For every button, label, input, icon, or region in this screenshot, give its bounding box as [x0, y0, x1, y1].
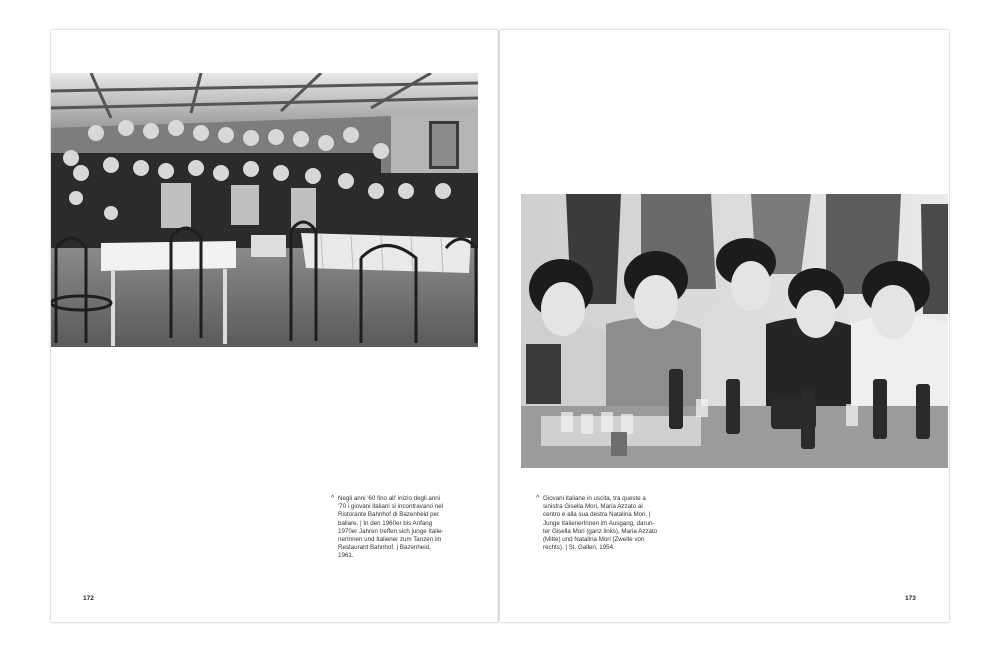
caption-marker: ^: [331, 495, 335, 502]
caption-marker: ^: [536, 495, 540, 502]
left-page: [51, 30, 498, 622]
photo-dance-hall-group: [51, 73, 478, 347]
page-number-right: 173: [905, 595, 916, 602]
right-page: [500, 30, 949, 622]
photo-young-women-image: [521, 194, 948, 468]
photo-dance-hall-image: [51, 73, 478, 347]
caption-text: Negli anni '60 fino all' inizio degli anni '70 i giovani italiani si incontravano nel Ristorante Bahnhof di Bazenheid per ballare. | In den 1960er bis Anfang 1970er Jahren treffen sich junge Italie- nerInnen und Italiener zum Tanzen im Restaurant Bahnhof. | Bazenheid, 1961.: [338, 495, 444, 560]
page-number-left: 172: [83, 595, 94, 602]
caption-left: [331, 495, 456, 561]
caption-text: Giovani italiane in uscita, tra queste a sinistra Gisella Mori, Maria Azzato al centro e alla sua destra Natalina Mori. | Junge ItalienerInnen im Ausgang, darun- ter Gisella Mori (ganz links), Maria Azzato (Mitte) und Natalina Mori (Zweite von rechts). | St. Gallen, 1954.: [543, 495, 658, 552]
caption-right: [536, 495, 661, 552]
photo-young-women: [521, 194, 948, 468]
